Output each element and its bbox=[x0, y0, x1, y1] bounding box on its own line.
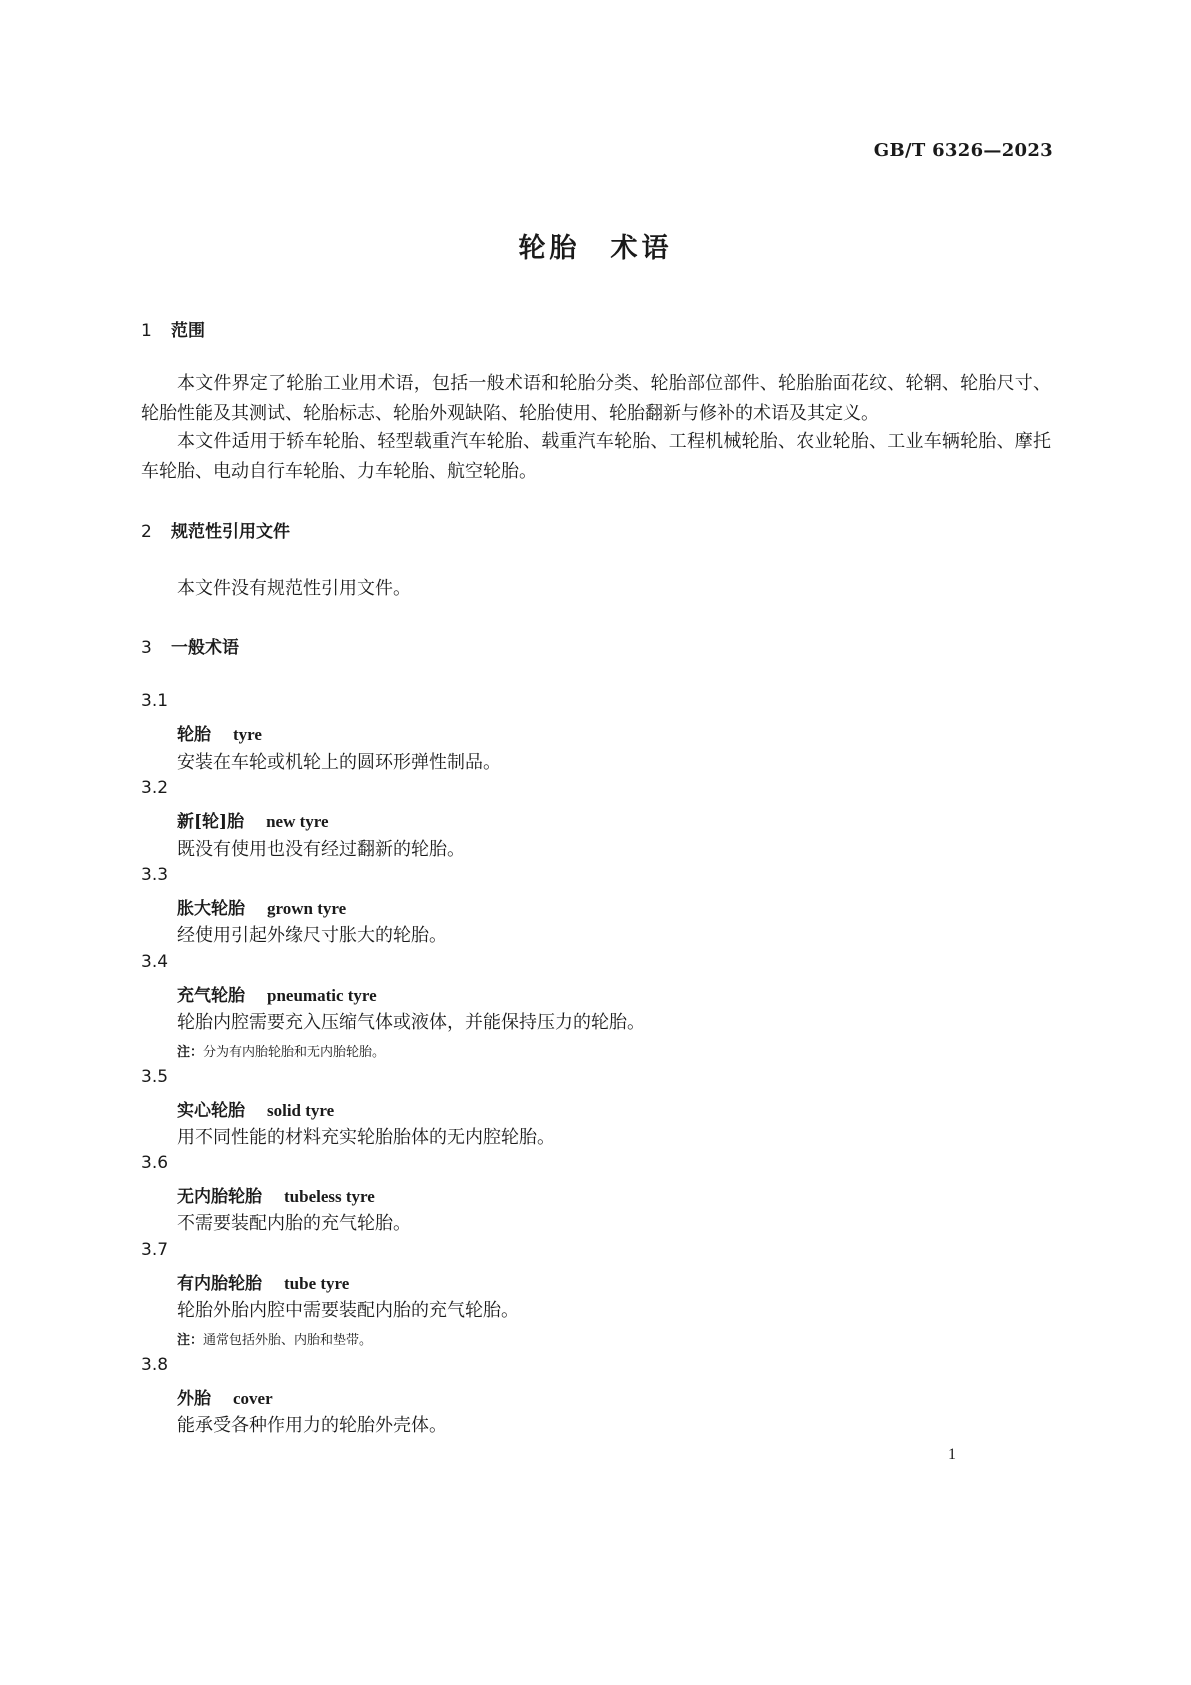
term-number: 3.4 bbox=[141, 952, 169, 972]
term-zh: 新[轮]胎 bbox=[177, 812, 245, 832]
section-number: 1 bbox=[141, 321, 152, 341]
term-definition: 轮胎外胎内腔中需要装配内胎的充气轮胎。 bbox=[177, 1300, 519, 1321]
scope-paragraph-1: 本文件界定了轮胎工业用术语，包括一般术语和轮胎分类、轮胎部位部件、轮胎胎面花纹、轮辋、轮胎尺寸、轮胎性能及其测试、轮胎标志、轮胎外观缺陷、轮胎使用、轮胎翻新与修补的术语及其定义。 bbox=[141, 373, 1051, 424]
section-heading-scope bbox=[141, 316, 205, 341]
term-definition: 用不同性能的材料充实轮胎胎体的无内腔轮胎。 bbox=[177, 1127, 555, 1148]
term-number: 3.1 bbox=[141, 691, 169, 711]
section-title: 范围 bbox=[171, 321, 205, 341]
standard-code: GB/T 6326—2023 bbox=[873, 140, 1053, 161]
term-definition: 不需要装配内胎的充气轮胎。 bbox=[177, 1213, 411, 1234]
document-title bbox=[0, 226, 1191, 265]
term-zh: 有内胎轮胎 bbox=[177, 1274, 262, 1294]
note-text: 通常包括外胎、内胎和垫带。 bbox=[203, 1333, 373, 1348]
term-heading bbox=[177, 894, 346, 919]
term-heading bbox=[177, 1182, 375, 1207]
term-heading bbox=[177, 1096, 334, 1121]
term-en: tubeless tyre bbox=[284, 1187, 375, 1206]
term-en: tube tyre bbox=[284, 1274, 350, 1293]
term-zh: 充气轮胎 bbox=[177, 986, 245, 1006]
term-definition: 轮胎内腔需要充入压缩气体或液体，并能保持压力的轮胎。 bbox=[177, 1012, 645, 1033]
term-zh: 无内胎轮胎 bbox=[177, 1187, 262, 1207]
term-zh: 实心轮胎 bbox=[177, 1101, 245, 1121]
page-number: 1 bbox=[948, 1446, 956, 1463]
section-heading-normative-references bbox=[141, 517, 290, 542]
term-heading bbox=[177, 807, 329, 832]
term-zh: 胀大轮胎 bbox=[177, 899, 245, 919]
section-heading-general-terms bbox=[141, 633, 239, 658]
term-number: 3.3 bbox=[141, 865, 169, 885]
term-number: 3.8 bbox=[141, 1355, 169, 1375]
title-part-1: 轮胎 bbox=[518, 233, 581, 264]
section-title: 规范性引用文件 bbox=[171, 522, 290, 542]
term-definition: 既没有使用也没有经过翻新的轮胎。 bbox=[177, 839, 465, 860]
term-definition: 经使用引起外缘尺寸胀大的轮胎。 bbox=[177, 925, 447, 946]
term-en: cover bbox=[233, 1389, 273, 1408]
term-en: pneumatic tyre bbox=[267, 986, 377, 1005]
term-zh: 外胎 bbox=[177, 1389, 211, 1409]
term-en: tyre bbox=[233, 725, 262, 744]
note-label: 注： bbox=[177, 1333, 204, 1348]
note-label: 注： bbox=[177, 1045, 204, 1060]
term-definition: 能承受各种作用力的轮胎外壳体。 bbox=[177, 1415, 447, 1436]
normative-references-text: 本文件没有规范性引用文件。 bbox=[177, 578, 411, 599]
title-part-2: 术语 bbox=[610, 233, 673, 264]
term-number: 3.6 bbox=[141, 1153, 169, 1173]
term-note bbox=[177, 1041, 385, 1060]
term-heading bbox=[177, 1269, 349, 1294]
term-number: 3.7 bbox=[141, 1240, 169, 1260]
term-heading bbox=[177, 720, 262, 745]
note-text: 分为有内胎轮胎和无内胎轮胎。 bbox=[203, 1045, 386, 1060]
term-number: 3.2 bbox=[141, 778, 169, 798]
section-title: 一般术语 bbox=[171, 638, 239, 658]
scope-paragraph-2: 本文件适用于轿车轮胎、轻型载重汽车轮胎、载重汽车轮胎、工程机械轮胎、农业轮胎、工业车辆轮胎、摩托车轮胎、电动自行车轮胎、力车轮胎、航空轮胎。 bbox=[141, 431, 1051, 482]
term-heading bbox=[177, 1384, 273, 1409]
term-note bbox=[177, 1329, 372, 1348]
term-number: 3.5 bbox=[141, 1067, 169, 1087]
term-zh: 轮胎 bbox=[177, 725, 211, 745]
term-definition: 安装在车轮或机轮上的圆环形弹性制品。 bbox=[177, 752, 501, 773]
term-en: grown tyre bbox=[267, 899, 347, 918]
term-heading bbox=[177, 981, 377, 1006]
section-number: 2 bbox=[141, 522, 152, 542]
term-en: new tyre bbox=[266, 812, 329, 831]
term-en: solid tyre bbox=[267, 1101, 335, 1120]
section-number: 3 bbox=[141, 638, 152, 658]
